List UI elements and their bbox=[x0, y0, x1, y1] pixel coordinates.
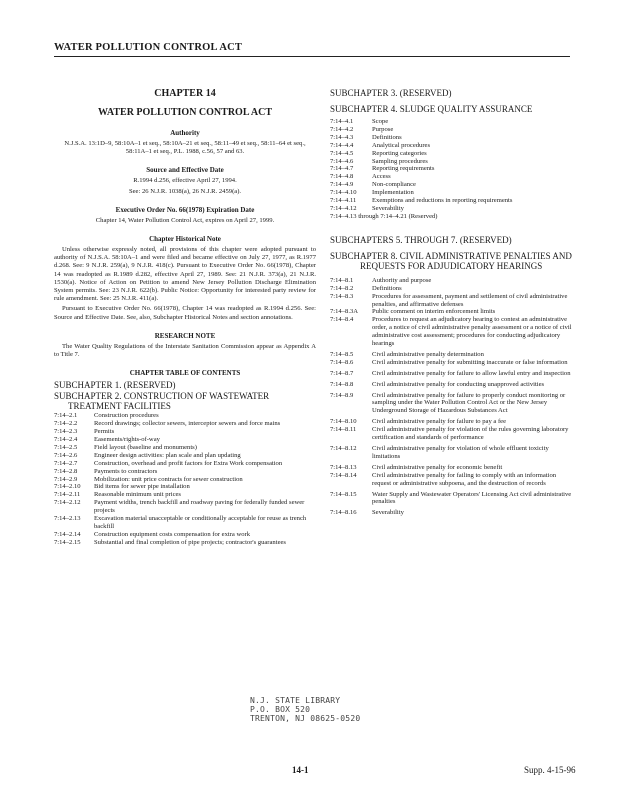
section-number: 7:14–2.1 bbox=[54, 412, 78, 420]
toc-entry bbox=[54, 428, 316, 436]
section-title: Civil administrative penalty for violation of whole effluent toxicity limitations bbox=[372, 445, 549, 460]
toc-entry bbox=[54, 476, 316, 484]
toc-entry bbox=[330, 370, 572, 378]
subchapter-1-heading: SUBCHAPTER 1. (RESERVED) bbox=[54, 380, 176, 391]
section-title: Civil administrative penalty for submitting inaccurate or false information bbox=[372, 358, 568, 366]
section-number: 7:14–8.11 bbox=[330, 426, 357, 434]
section-number: 7:14–8.8 bbox=[330, 380, 354, 388]
toc-entry bbox=[54, 515, 316, 531]
section-title: Procedures for assessment, payment and settlement of civil administrative penalties, and affirmative defenses bbox=[372, 292, 568, 308]
section-title: Construction, overhead and profit factors for Extra Work compensation bbox=[94, 459, 283, 467]
toc-entry bbox=[330, 189, 572, 197]
section-number: 7:14–4.2 bbox=[330, 125, 354, 133]
toc-heading: CHAPTER TABLE OF CONTENTS bbox=[129, 369, 241, 378]
section-title: Civil administrative penalty determination bbox=[372, 350, 484, 358]
toc-entry bbox=[54, 420, 316, 428]
running-head: WATER POLLUTION CONTROL ACT bbox=[54, 42, 570, 57]
toc-entry bbox=[330, 392, 572, 416]
subchapter-8-heading: SUBCHAPTER 8. CIVIL ADMINISTRATIVE PENALTIES AND REQUESTS FOR ADJUDICATORY HEARINGS bbox=[330, 250, 572, 271]
section-title: Access bbox=[372, 173, 391, 181]
section-number: 7:14–4.4 bbox=[330, 141, 354, 149]
toc-entry bbox=[330, 285, 572, 293]
toc-entry bbox=[54, 531, 316, 539]
section-number: 7:14–2.14 bbox=[54, 530, 81, 538]
section-number: 7:14–2.8 bbox=[54, 467, 78, 475]
section-title: Civil administrative penalty for failing to comply with an information request or administrative subpoena, and the destruction of records bbox=[372, 471, 557, 487]
section-number: 7:14–4.9 bbox=[330, 181, 354, 189]
section-number: 7:14–2.5 bbox=[54, 443, 78, 451]
section-title: Permits bbox=[94, 428, 115, 436]
section-number: 7:14–4.3 bbox=[330, 133, 354, 141]
section-number: 7:14–4.1 bbox=[330, 118, 354, 125]
section-title: Definitions bbox=[372, 133, 402, 141]
toc-entry bbox=[54, 412, 316, 420]
stamp-line-3: TRENTON, NJ 08625-0520 bbox=[250, 714, 361, 723]
left-column bbox=[54, 88, 316, 547]
section-number: 7:14–8.7 bbox=[330, 369, 354, 377]
toc-entry bbox=[330, 142, 572, 150]
section-title: Payments to contractors bbox=[94, 467, 158, 475]
section-number: 7:14–2.15 bbox=[54, 538, 81, 546]
history-heading: Chapter Historical Note bbox=[149, 235, 221, 244]
section-number: 7:14–8.3A bbox=[330, 308, 359, 316]
section-number: 7:14–4.12 bbox=[330, 204, 357, 212]
section-title: Civil administrative penalty for economic benefit bbox=[372, 463, 503, 471]
toc-entry bbox=[54, 483, 316, 491]
section-number: 7:14–2.3 bbox=[54, 428, 78, 436]
toc-entry bbox=[330, 351, 572, 359]
section-range: 7:14–4.13 through 7:14–4.21 (Reserved) bbox=[330, 212, 438, 220]
stamp-line-1: N.J. STATE LIBRARY bbox=[250, 696, 341, 705]
toc-entry bbox=[54, 436, 316, 444]
toc-entry bbox=[54, 491, 316, 499]
section-number: 7:14–8.13 bbox=[330, 463, 357, 471]
section-number: 7:14–2.6 bbox=[54, 451, 78, 459]
section-title: Analytical procedures bbox=[372, 141, 431, 149]
subchapter-3-heading: SUBCHAPTER 3. (RESERVED) bbox=[330, 88, 452, 98]
section-title: Purpose bbox=[372, 125, 394, 133]
section-title: Bid items for sewer pipe installation bbox=[94, 483, 190, 491]
section-number: 7:14–8.15 bbox=[330, 490, 357, 498]
toc-entry bbox=[54, 444, 316, 452]
section-title: Excavation material unacceptable or conditionally acceptable for reuse as trench backfill bbox=[94, 515, 307, 530]
toc-entry bbox=[330, 381, 572, 389]
toc-entry bbox=[330, 445, 572, 461]
section-number: 7:14–2.2 bbox=[54, 420, 78, 428]
section-number: 7:14–4.5 bbox=[330, 149, 354, 157]
section-number: 7:14–2.13 bbox=[54, 515, 81, 523]
section-number: 7:14–8.4 bbox=[330, 316, 354, 324]
section-number: 7:14–8.9 bbox=[330, 391, 354, 399]
section-title: Water Supply and Wastewater Operators' Licensing Act civil administrative penalties bbox=[372, 490, 572, 506]
section-title: Easements/rights-of-way bbox=[94, 435, 160, 443]
toc-entry bbox=[330, 173, 572, 181]
source-heading: Source and Effective Date bbox=[146, 166, 224, 175]
section-number: 7:14–4.6 bbox=[330, 157, 354, 165]
toc-entry bbox=[54, 539, 316, 547]
library-stamp bbox=[250, 696, 360, 723]
section-title: Non-compliance bbox=[372, 181, 416, 189]
section-number: 7:14–8.5 bbox=[330, 350, 354, 358]
subchapter-8-list bbox=[330, 277, 572, 517]
history-paragraph-2: Pursuant to Executive Order No. 66(1978), Chapter 14 was readopted as R.1994 d.256. See: Source and Effective Date. See, also, Subchapter Historical Notes and section annotations. bbox=[54, 305, 316, 321]
section-title: Reasonable minimum unit prices bbox=[94, 491, 181, 499]
section-number: 7:14–8.10 bbox=[330, 418, 357, 426]
section-title: Engineer design activities: plan scale and plan updating bbox=[94, 451, 241, 459]
section-title: Procedures to request an adjudicatory hearing to contest an administrative order, a notice of civil administrative penalty assessment or a notice of civil administrative cost assessment; procedures for conducting adjudicatory hearings bbox=[372, 316, 572, 348]
toc-entry-reserved bbox=[330, 213, 572, 221]
section-number: 7:14–8.3 bbox=[330, 292, 354, 300]
section-number: 7:14–8.16 bbox=[330, 509, 357, 517]
source-line-2: See: 26 N.J.R. 1038(a), 26 N.J.R. 2459(a). bbox=[128, 187, 242, 195]
section-title: Reporting requirements bbox=[372, 165, 435, 173]
stamp-line-2: P.O. BOX 520 bbox=[250, 705, 311, 714]
toc-entry bbox=[330, 316, 572, 348]
research-heading: RESEARCH NOTE bbox=[154, 331, 216, 340]
eo-heading: Executive Order No. 66(1978) Expiration Date bbox=[115, 205, 255, 214]
toc-entry bbox=[330, 165, 572, 173]
toc-entry bbox=[330, 158, 572, 166]
section-number: 7:14–2.9 bbox=[54, 475, 78, 483]
section-title: Implementation bbox=[372, 189, 414, 197]
section-number: 7:14–4.11 bbox=[330, 197, 357, 205]
section-number: 7:14–2.7 bbox=[54, 459, 78, 467]
toc-entry bbox=[330, 359, 572, 367]
source-line-1: R.1994 d.256, effective April 27, 1994. bbox=[133, 177, 237, 185]
section-title: Definitions bbox=[372, 284, 402, 292]
toc-entry bbox=[330, 472, 572, 488]
section-title: Reporting categories bbox=[372, 149, 427, 157]
toc-entry bbox=[330, 118, 572, 126]
history-paragraph-1: Unless otherwise expressly noted, all provisions of this chapter were adopted pursuant to authority of N.J.S.A. 58:10A–1 and were filed and became effective on July 27, 1977, as R.1977 d.268. See: 9 N.J.R. 259(a), 9 N.J.R. 418(c). Pursuant to Executive Order No. 66(1978), Chapter 14 was readopted as R.1989 d.282, effective April 27, 1989. See: 21 N.J.R. 373(a), 21 N.J.R. 1530(a). Notice of Action on Petition to amend New Jersey Pollution Discharge Elimination System permits. See: 23 N.J.R. 622(b). Public Notice: Opportunity for interested party review for rule amendment. See: 25 N.J.R. 411(a). bbox=[54, 246, 316, 303]
toc-entry bbox=[330, 426, 572, 442]
toc-entry bbox=[330, 277, 572, 285]
toc-entry bbox=[330, 509, 572, 517]
section-title: Exemptions and reductions in reporting requirements bbox=[372, 197, 513, 205]
section-number: 7:14–8.2 bbox=[330, 284, 354, 292]
page-number: 14-1 bbox=[292, 765, 309, 775]
chapter-title: WATER POLLUTION CONTROL ACT bbox=[97, 107, 272, 118]
section-title: Record drawings; collector sewers, interceptor sewers and force mains bbox=[94, 420, 281, 428]
section-title: Civil administrative penalty for failure to pay a fee bbox=[372, 418, 507, 426]
section-number: 7:14–2.4 bbox=[54, 435, 78, 443]
section-number: 7:14–2.12 bbox=[54, 499, 81, 507]
section-title: Civil administrative penalty for failure to allow lawful entry and inspection bbox=[372, 369, 571, 377]
section-title: Public comment on interim enforcement limits bbox=[372, 308, 496, 316]
section-title: Civil administrative penalty for failure to properly conduct monitoring or sampling under the Water Pollution Control Act or the New Jersey Underground Storage of Hazardous Substances Act bbox=[372, 391, 566, 415]
toc-entry bbox=[330, 134, 572, 142]
subchapter-2-heading: SUBCHAPTER 2. CONSTRUCTION OF WASTEWATER TREATMENT FACILITIES bbox=[54, 391, 270, 412]
toc-entry bbox=[54, 468, 316, 476]
toc-entry bbox=[330, 293, 572, 309]
toc-entry bbox=[54, 460, 316, 468]
section-number: 7:14–2.11 bbox=[54, 491, 81, 499]
section-title: Substantial and final completion of pipe projects; contractor's guarantees bbox=[94, 538, 286, 546]
research-text: The Water Quality Regulations of the Interstate Sanitation Commission appear as Appendix A to Title 7. bbox=[54, 342, 316, 359]
section-title: Severability bbox=[372, 509, 404, 517]
supplement-date: Supp. 4-15-96 bbox=[524, 765, 576, 775]
toc-entry bbox=[330, 181, 572, 189]
section-number: 7:14–4.8 bbox=[330, 173, 354, 181]
subchapter-4-list bbox=[330, 118, 572, 221]
toc-entry bbox=[330, 197, 572, 205]
toc-entry bbox=[330, 150, 572, 158]
section-title: Construction procedures bbox=[94, 412, 159, 420]
toc-entry bbox=[330, 126, 572, 134]
section-number: 7:14–8.14 bbox=[330, 471, 357, 479]
toc-entry bbox=[54, 452, 316, 460]
subchapter-2-list bbox=[54, 412, 316, 546]
section-number: 7:14–4.7 bbox=[330, 165, 354, 173]
subchapters-5-7-heading: SUBCHAPTERS 5. THROUGH 7. (RESERVED) bbox=[330, 234, 512, 245]
toc-entry bbox=[330, 491, 572, 507]
eo-text: Chapter 14, Water Pollution Control Act, expires on April 27, 1999. bbox=[95, 216, 275, 224]
authority-heading: Authority bbox=[170, 129, 200, 137]
section-title: Civil administrative penalty for violation of the rules governing laboratory certification and standards of performance bbox=[372, 426, 569, 442]
right-column bbox=[330, 88, 572, 517]
section-number: 7:14–8.12 bbox=[330, 445, 357, 452]
section-number: 7:14–2.10 bbox=[54, 483, 81, 491]
subchapter-4-heading: SUBCHAPTER 4. SLUDGE QUALITY ASSURANCE bbox=[330, 104, 533, 114]
toc-entry bbox=[54, 499, 316, 515]
section-title: Mobilization: unit price contracts for sewer construction bbox=[94, 475, 243, 483]
chapter-number: CHAPTER 14 bbox=[154, 88, 216, 99]
section-title: Construction equipment costs compensation for extra work bbox=[94, 530, 251, 538]
section-title: Authority and purpose bbox=[372, 276, 432, 284]
section-title: Civil administrative penalty for conducting unapproved activities bbox=[372, 380, 545, 388]
section-title: Scope bbox=[372, 118, 389, 125]
toc-entry bbox=[330, 308, 572, 316]
section-title: Sampling procedures bbox=[372, 157, 428, 165]
section-title: Severability bbox=[372, 204, 404, 212]
section-number: 7:14–8.1 bbox=[330, 276, 354, 284]
toc-entry bbox=[330, 205, 572, 213]
toc-entry bbox=[330, 418, 572, 426]
section-number: 7:14–4.10 bbox=[330, 189, 357, 197]
toc-entry bbox=[330, 464, 572, 472]
section-title: Payment widths, trench backfill and roadway paving for federally funded sewer projects bbox=[94, 499, 305, 515]
section-title: Field layout (baseline and monuments) bbox=[94, 443, 197, 451]
authority-text: N.J.S.A. 13:1D–9, 58:10A–1 et seq., 58:10A–21 et seq., 58:11–49 et seq., 58:11–64 et seq., 58:11A–1 et seq., P.L. 1988, c.56, 57 and 63. bbox=[64, 140, 306, 156]
section-number: 7:14–8.6 bbox=[330, 358, 354, 366]
